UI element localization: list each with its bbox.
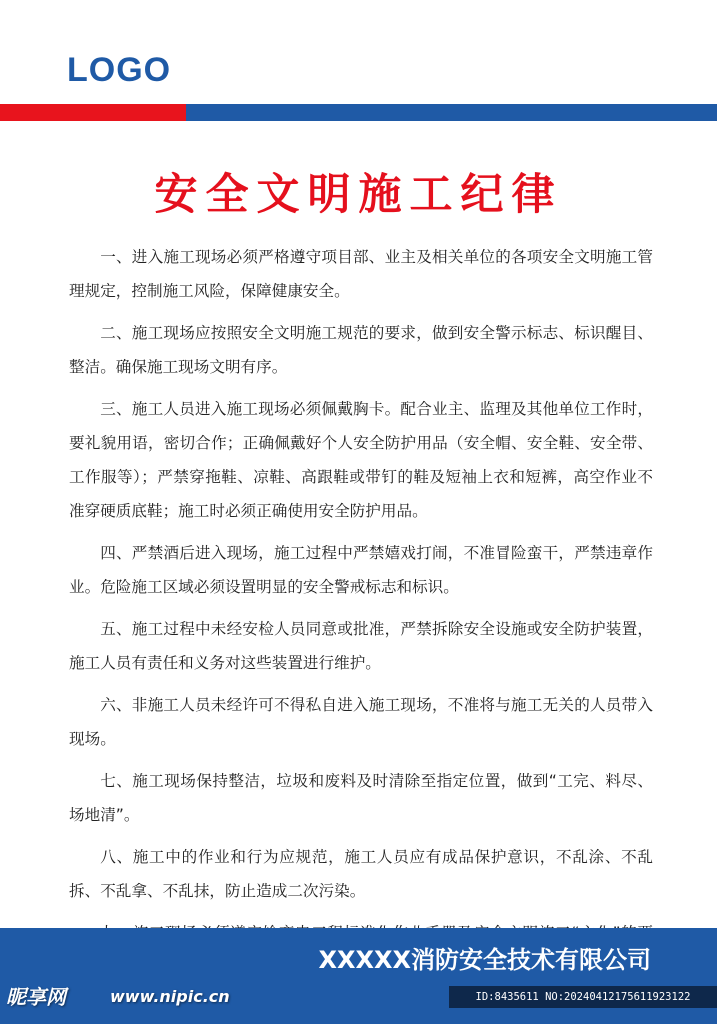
rule-paragraph-5: 五、施工过程中未经安检人员同意或批准，严禁拆除安全设施或安全防护装置，施工人员有责任和义务对这些装置进行维护。 <box>69 620 653 672</box>
watermark-url: www.nipic.cn <box>110 987 230 1006</box>
page-title: 安全文明施工纪律 <box>154 170 563 220</box>
watermark-site-name: 昵享网 <box>6 985 66 1009</box>
company-name: XXXXX消防安全技术有限公司 <box>318 946 651 974</box>
rule-paragraph-2: 二、施工现场应按照安全文明施工规范的要求，做到安全警示标志、标识醒目、整洁。确保施工现场文明有序。 <box>69 324 653 376</box>
rule-paragraph-4: 四、严禁酒后进入现场，施工过程中严禁嬉戏打闹，不准冒险蛮干，严禁违章作业。危险施工区域必须设置明显的安全警戒标志和标识。 <box>69 544 653 596</box>
rule-paragraph-3: 三、施工人员进入施工现场必须佩戴胸卡。配合业主、监理及其他单位工作时，要礼貌用语，密切合作；正确佩戴好个人安全防护用品（安全帽、安全鞋、安全带、工作服等）；严禁穿拖鞋、凉鞋、高跟鞋或带钉的鞋及短袖上衣和短裤，高空作业不准穿硬质底鞋；施工时必须正确使用安全防护用品。 <box>69 400 653 520</box>
header-band-blue <box>186 104 717 121</box>
rule-paragraph-1: 一、进入施工现场必须严格遵守项目部、业主及相关单位的各项安全文明施工管理规定，控制施工风险，保障健康安全。 <box>69 248 653 300</box>
rule-paragraph-8: 八、施工中的作业和行为应规范，施工人员应有成品保护意识，不乱涂、不乱拆、不乱拿、不乱抹，防止造成二次污染。 <box>69 848 653 900</box>
watermark-id: ID:8435611 NO:20240412175611923122 <box>449 986 717 1008</box>
rule-paragraph-7: 七、施工现场保持整洁，垃圾和废料及时清除至指定位置，做到“工完、料尽、场地清”。 <box>69 772 653 824</box>
rules-body <box>69 240 653 992</box>
rule-paragraph-6: 六、非施工人员未经许可不得私自进入施工现场，不准将与施工无关的人员带入现场。 <box>69 696 653 748</box>
logo: LOGO <box>67 51 172 89</box>
header-band-red <box>0 104 186 121</box>
footer-band <box>0 928 717 1024</box>
